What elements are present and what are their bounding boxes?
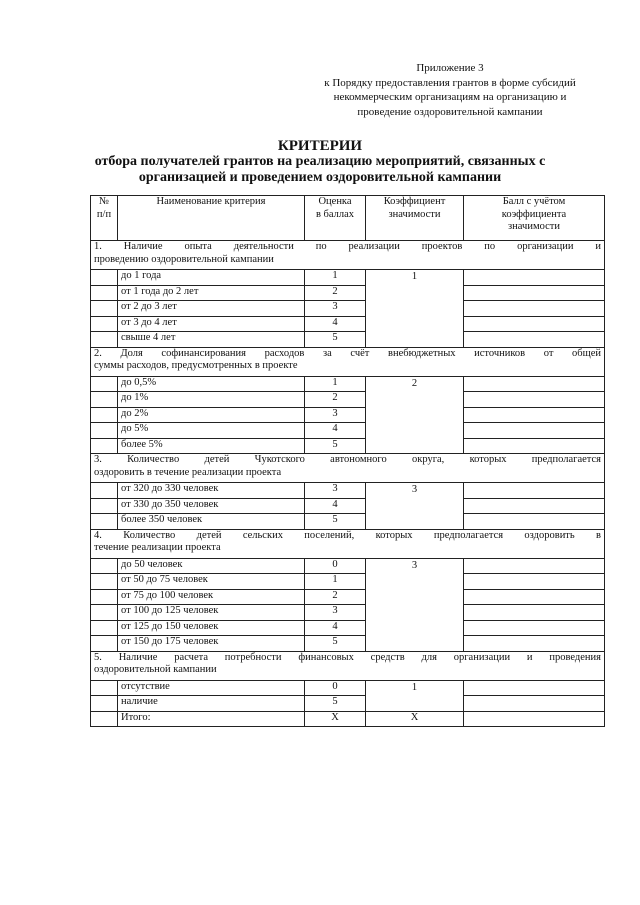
coefficient-cell: 3 xyxy=(366,483,464,530)
weighted-score-cell xyxy=(464,680,605,696)
table-row xyxy=(91,498,605,514)
coefficient-cell: 3 xyxy=(366,558,464,651)
row-score: 4 xyxy=(305,498,366,514)
document-title xyxy=(60,138,580,186)
header-number-line-2: п/п xyxy=(96,208,112,220)
coefficient-cell: 2 xyxy=(366,376,464,454)
header-weighted-line-2: коэффициента xyxy=(501,208,567,220)
header-weighted-line-3: значимости xyxy=(508,221,560,232)
header-coefficient-line-2: значимости xyxy=(388,208,441,220)
row-score: 3 xyxy=(305,407,366,423)
row-number-cell xyxy=(91,620,118,636)
coefficient-cell: 1 xyxy=(366,680,464,711)
table-row xyxy=(91,574,605,590)
criterion-title xyxy=(91,241,605,270)
row-number-cell xyxy=(91,589,118,605)
criterion-section-row xyxy=(91,241,605,270)
row-label: от 50 до 75 человек xyxy=(118,574,305,590)
row-number-cell xyxy=(91,514,118,530)
table-row xyxy=(91,376,605,392)
header-coefficient xyxy=(366,196,464,241)
row-label: наличие xyxy=(118,696,305,712)
total-row xyxy=(91,711,605,727)
table-row xyxy=(91,423,605,439)
weighted-score-cell xyxy=(464,558,605,574)
row-label: более 5% xyxy=(118,438,305,454)
row-score: 3 xyxy=(305,301,366,317)
weighted-score-cell xyxy=(464,514,605,530)
weighted-score-cell xyxy=(464,301,605,317)
row-number-cell xyxy=(91,332,118,348)
header-criterion-name-text: Наименование критерия xyxy=(156,196,266,207)
weighted-score-cell xyxy=(464,574,605,590)
weighted-score-cell xyxy=(464,589,605,605)
row-score: 2 xyxy=(305,589,366,605)
row-label: от 1 года до 2 лет xyxy=(118,285,305,301)
criterion-title-line-2: оздоровительной кампании xyxy=(94,664,217,675)
row-number-cell xyxy=(91,423,118,439)
row-number-cell xyxy=(91,483,118,499)
appendix-line-4: проведение оздоровительной кампании xyxy=(357,105,543,118)
criterion-title-line-1: 4. Количество детей сельских поселений, которых предполагается оздоровить в xyxy=(94,529,601,541)
row-number-cell xyxy=(91,680,118,696)
row-label: от 3 до 4 лет xyxy=(118,316,305,332)
criterion-title-line-1: 5. Наличие расчета потребности финансовых средств для организации и проведения xyxy=(94,651,601,663)
row-score: 5 xyxy=(305,438,366,454)
row-score: 5 xyxy=(305,696,366,712)
row-score: 2 xyxy=(305,285,366,301)
table-header-row xyxy=(91,196,605,241)
row-score: 4 xyxy=(305,620,366,636)
weighted-score-cell xyxy=(464,605,605,621)
table-row xyxy=(91,558,605,574)
table-row xyxy=(91,316,605,332)
total-label: Итого: xyxy=(118,711,305,727)
row-label: от 75 до 100 человек xyxy=(118,589,305,605)
row-label: более 350 человек xyxy=(118,514,305,530)
weighted-score-cell xyxy=(464,332,605,348)
coefficient-cell: 1 xyxy=(366,270,464,348)
table-row xyxy=(91,605,605,621)
row-number-cell xyxy=(91,696,118,712)
row-score: 3 xyxy=(305,483,366,499)
row-label: до 0,5% xyxy=(118,376,305,392)
criterion-title-line-2: течение реализации проекта xyxy=(94,542,221,553)
criterion-section-row xyxy=(91,454,605,483)
row-score: 3 xyxy=(305,605,366,621)
title-line-2: организацией и проведением оздоровительной кампании xyxy=(138,170,502,185)
row-number-cell xyxy=(91,438,118,454)
criterion-title-line-2: суммы расходов, предусмотренных в проекте xyxy=(94,360,298,371)
row-number-cell xyxy=(91,636,118,652)
row-label: от 125 до 150 человек xyxy=(118,620,305,636)
row-number-cell xyxy=(91,301,118,317)
table-row xyxy=(91,680,605,696)
table-row xyxy=(91,438,605,454)
total-coefficient: Х xyxy=(366,711,464,727)
total-weighted-cell xyxy=(464,711,605,727)
table-row xyxy=(91,636,605,652)
row-score: 5 xyxy=(305,514,366,530)
total-number-cell xyxy=(91,711,118,727)
table-row xyxy=(91,589,605,605)
row-number-cell xyxy=(91,392,118,408)
criterion-section-row xyxy=(91,651,605,680)
row-number-cell xyxy=(91,376,118,392)
weighted-score-cell xyxy=(464,498,605,514)
criterion-section-row xyxy=(91,347,605,376)
row-score: 1 xyxy=(305,574,366,590)
row-score: 4 xyxy=(305,423,366,439)
header-weighted-score xyxy=(464,196,605,241)
header-score xyxy=(305,196,366,241)
row-number-cell xyxy=(91,270,118,286)
appendix-block xyxy=(300,61,600,119)
weighted-score-cell xyxy=(464,270,605,286)
row-number-cell xyxy=(91,574,118,590)
table-row xyxy=(91,270,605,286)
table-row xyxy=(91,301,605,317)
weighted-score-cell xyxy=(464,407,605,423)
appendix-line-3: некоммерческим организациям на организацию и xyxy=(333,91,567,103)
header-coefficient-line-1: Коэффициент xyxy=(383,196,446,207)
title-line-1: отбора получателей грантов на реализацию мероприятий, связанных с xyxy=(94,154,546,169)
header-number-line-1: № xyxy=(98,196,110,207)
appendix-number: Приложение 3 xyxy=(416,62,484,74)
table-row xyxy=(91,392,605,408)
row-score: 5 xyxy=(305,332,366,348)
table-row xyxy=(91,696,605,712)
title-main: КРИТЕРИИ xyxy=(277,138,363,154)
row-number-cell xyxy=(91,558,118,574)
row-score: 0 xyxy=(305,558,366,574)
weighted-score-cell xyxy=(464,620,605,636)
row-label: до 1 года xyxy=(118,270,305,286)
weighted-score-cell xyxy=(464,636,605,652)
row-label: до 50 человек xyxy=(118,558,305,574)
criterion-title-line-2: проведению оздоровительной кампании xyxy=(94,253,274,265)
weighted-score-cell xyxy=(464,392,605,408)
table-row xyxy=(91,483,605,499)
header-weighted-line-1: Балл с учётом xyxy=(502,196,566,207)
criterion-title-line-2: оздоровить в течение реализации проекта xyxy=(94,466,282,478)
criterion-title-line-1: 1. Наличие опыта деятельности по реализации проектов по организации и xyxy=(94,241,601,252)
table-row xyxy=(91,620,605,636)
row-number-cell xyxy=(91,498,118,514)
row-label: до 1% xyxy=(118,392,305,408)
row-label: до 2% xyxy=(118,407,305,423)
weighted-score-cell xyxy=(464,423,605,439)
weighted-score-cell xyxy=(464,696,605,712)
row-number-cell xyxy=(91,407,118,423)
criterion-title-line-1: 3. Количество детей Чукотского автономного округа, которых предполагается xyxy=(94,454,601,465)
row-label: от 330 до 350 человек xyxy=(118,498,305,514)
criterion-title xyxy=(91,651,605,680)
criteria-table xyxy=(90,195,605,727)
row-label: от 2 до 3 лет xyxy=(118,301,305,317)
table-row xyxy=(91,332,605,348)
weighted-score-cell xyxy=(464,438,605,454)
criterion-title xyxy=(91,347,605,376)
row-number-cell xyxy=(91,285,118,301)
row-label: от 320 до 330 человек xyxy=(118,483,305,499)
row-label: от 100 до 125 человек xyxy=(118,605,305,621)
table-row xyxy=(91,514,605,530)
row-label: свыше 4 лет xyxy=(118,332,305,348)
row-score: 1 xyxy=(305,376,366,392)
row-label: до 5% xyxy=(118,423,305,439)
row-score: 4 xyxy=(305,316,366,332)
header-number xyxy=(91,196,118,241)
header-score-line-2: в баллах xyxy=(315,208,355,220)
row-number-cell xyxy=(91,605,118,621)
header-score-line-1: Оценка xyxy=(318,196,352,207)
table-row xyxy=(91,407,605,423)
weighted-score-cell xyxy=(464,285,605,301)
row-label: от 150 до 175 человек xyxy=(118,636,305,652)
criterion-title xyxy=(91,529,605,558)
appendix-line-2: к Порядку предоставления грантов в форме субсидий xyxy=(324,76,576,89)
weighted-score-cell xyxy=(464,483,605,499)
criteria-table-body xyxy=(91,196,605,727)
row-number-cell xyxy=(91,316,118,332)
criterion-section-row xyxy=(91,529,605,558)
row-score: 5 xyxy=(305,636,366,652)
row-label: отсутствие xyxy=(118,680,305,696)
table-row xyxy=(91,285,605,301)
criterion-title-line-1: 2. Доля софинансирования расходов за счёт внебюджетных источников от общей xyxy=(94,347,601,359)
row-score: 2 xyxy=(305,392,366,408)
weighted-score-cell xyxy=(464,376,605,392)
header-criterion-name xyxy=(118,196,305,241)
total-score: Х xyxy=(305,711,366,727)
criterion-title xyxy=(91,454,605,483)
row-score: 0 xyxy=(305,680,366,696)
weighted-score-cell xyxy=(464,316,605,332)
row-score: 1 xyxy=(305,270,366,286)
